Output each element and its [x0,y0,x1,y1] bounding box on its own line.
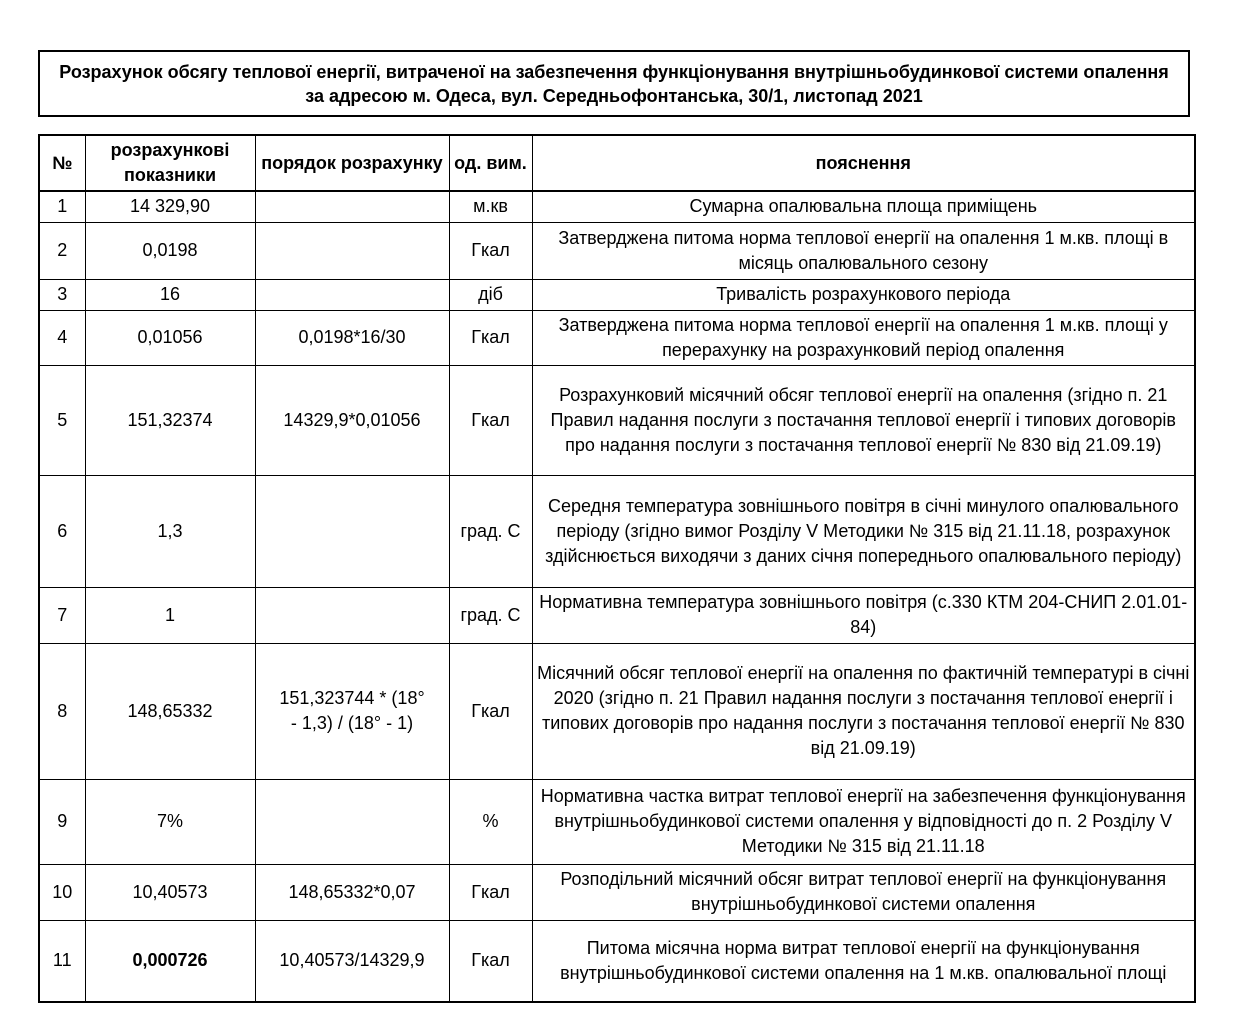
row-num: 3 [39,279,85,310]
document-title-text: Розрахунок обсягу теплової енергії, витраченої на забезпечення функціонування внутрішньобудинкової системи опалення за адресою м. Одеса, вул. Середньофонтанська, 30/1, листопад 2021 [59,61,1169,106]
row-num: 1 [39,191,85,222]
row-num: 4 [39,310,85,365]
header-indicators: розрахункові показники [85,135,255,191]
row-order [255,587,449,643]
row-value: 10,40573 [85,864,255,920]
row-explanation: Затверджена питома норма теплової енергії на опалення 1 м.кв. площі в місяць опалювального сезону [532,222,1195,279]
row-order [255,222,449,279]
row-explanation: Тривалість розрахункового періода [532,279,1195,310]
row-order [255,779,449,864]
table-row [39,779,1195,864]
row-value: 0,000726 [85,920,255,1002]
row-num: 10 [39,864,85,920]
row-explanation: Розподільний місячний обсяг витрат теплової енергії на функціонування внутрішньобудинкової системи опалення [532,864,1195,920]
row-num: 2 [39,222,85,279]
row-value: 7% [85,779,255,864]
header-explanation: пояснення [532,135,1195,191]
calculation-table [38,134,1196,1003]
row-num: 8 [39,643,85,779]
row-explanation: Затверджена питома норма теплової енергії на опалення 1 м.кв. площі у перерахунку на розрахунковий період опалення [532,310,1195,365]
row-order [255,191,449,222]
table-row [39,310,1195,365]
row-unit: м.кв [449,191,532,222]
table-row [39,864,1195,920]
row-order: 10,40573/14329,9 [255,920,449,1002]
row-value: 16 [85,279,255,310]
row-explanation: Сумарна опалювальна площа приміщень [532,191,1195,222]
row-num: 11 [39,920,85,1002]
row-explanation: Середня температура зовнішнього повітря в січні минулого опалювального періоду (згідно вимог Розділу V Методики № 315 від 21.11.18, розрахунок здійснюється виходячи з даних січня попереднього опалювального періоду) [532,475,1195,587]
row-value: 14 329,90 [85,191,255,222]
row-unit: Гкал [449,643,532,779]
row-unit: град. С [449,475,532,587]
row-unit: Гкал [449,310,532,365]
table-row [39,475,1195,587]
table-row [39,643,1195,779]
row-order: 14329,9*0,01056 [255,365,449,475]
table-row [39,191,1195,222]
row-explanation: Нормативна частка витрат теплової енергії на забезпечення функціонування внутрішньобудинкової системи опалення у відповідності до п. 2 Розділу V Методики № 315 від 21.11.18 [532,779,1195,864]
row-order: 151,323744 * (18° - 1,3) / (18° - 1) [255,643,449,779]
row-unit: Гкал [449,920,532,1002]
row-order: 0,0198*16/30 [255,310,449,365]
row-num: 5 [39,365,85,475]
table-row [39,279,1195,310]
table-row [39,920,1195,1002]
table-row [39,222,1195,279]
row-unit: град. С [449,587,532,643]
row-unit: Гкал [449,222,532,279]
row-value: 151,32374 [85,365,255,475]
table-header-row [39,135,1195,191]
row-value: 0,01056 [85,310,255,365]
row-explanation: Питома місячна норма витрат теплової енергії на функціонування внутрішньобудинкової системи опалення на 1 м.кв. опалювальної площі [532,920,1195,1002]
header-num: № [39,135,85,191]
row-unit: % [449,779,532,864]
row-unit: Гкал [449,365,532,475]
row-value: 1 [85,587,255,643]
row-value: 148,65332 [85,643,255,779]
row-explanation: Місячний обсяг теплової енергії на опалення по фактичній температурі в січні 2020 (згідно п. 21 Правил надання послуги з постачання теплової енергії і типових договорів про надання послуги з постачання теплової енергії № 830 від 21.09.19) [532,643,1195,779]
header-unit: од. вим. [449,135,532,191]
row-num: 9 [39,779,85,864]
table-row [39,587,1195,643]
document-title [38,50,1190,117]
row-num: 7 [39,587,85,643]
row-explanation: Нормативна температура зовнішнього повітря (с.330 КТМ 204-СНИП 2.01.01-84) [532,587,1195,643]
header-order: порядок розрахунку [255,135,449,191]
table-row [39,365,1195,475]
row-order: 148,65332*0,07 [255,864,449,920]
row-unit: Гкал [449,864,532,920]
row-order [255,279,449,310]
row-order [255,475,449,587]
row-explanation: Розрахунковий місячний обсяг теплової енергії на опалення (згідно п. 21 Правил надання послуги з постачання теплової енергії і типових договорів про надання послуги з постачання теплової енергії № 830 від 21.09.19) [532,365,1195,475]
row-value: 1,3 [85,475,255,587]
row-num: 6 [39,475,85,587]
row-unit: діб [449,279,532,310]
row-value: 0,0198 [85,222,255,279]
